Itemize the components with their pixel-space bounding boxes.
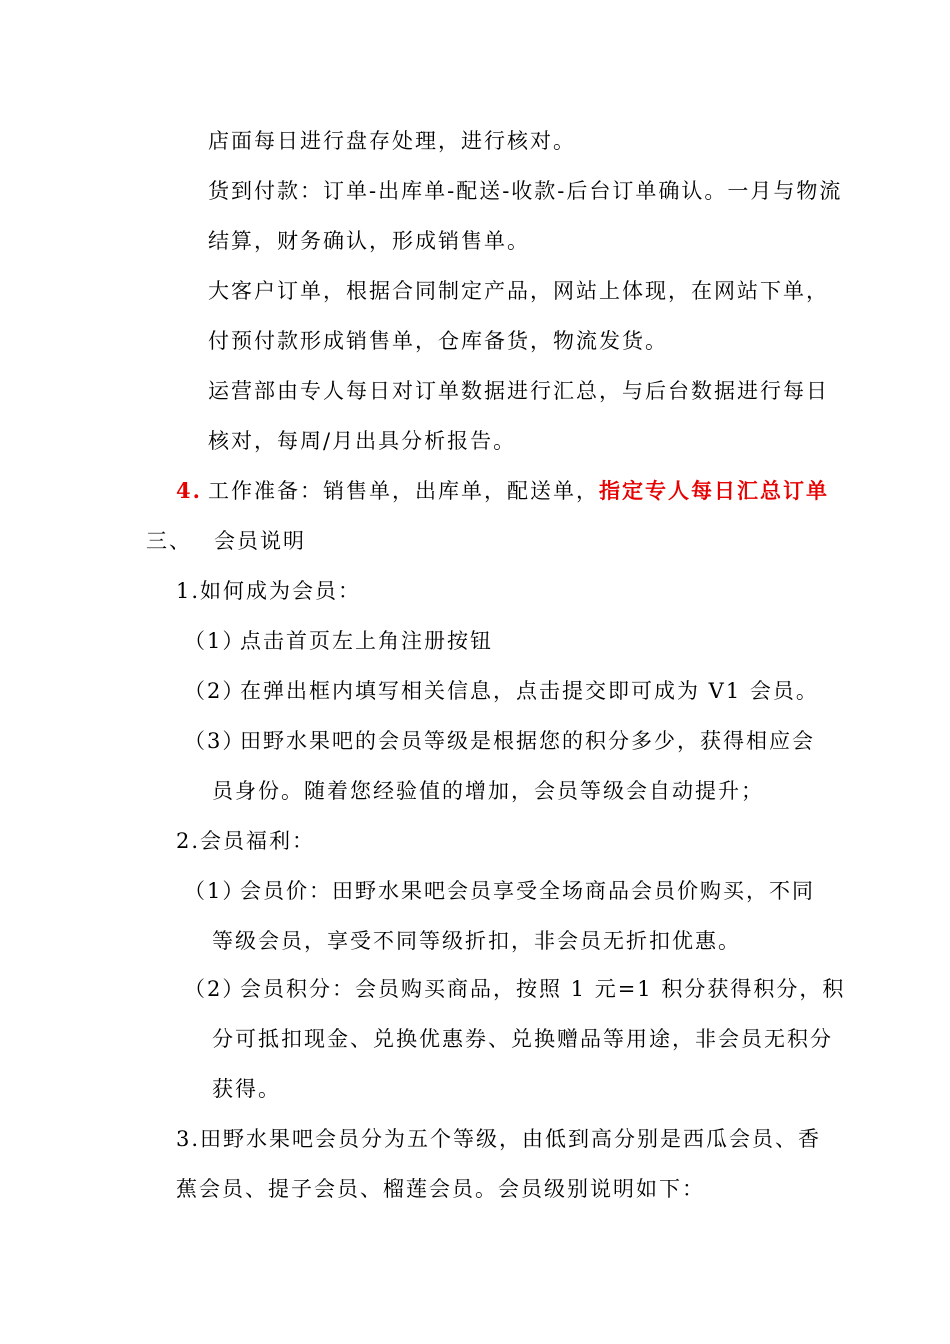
paragraph-member-levels-line2: 蕉会员、提子会员、榴莲会员。会员级别说明如下： xyxy=(176,1177,705,1201)
paragraph-cod-line2: 结算，财务确认，形成销售单。 xyxy=(208,229,530,253)
list-text: 会员价：田野水果吧会员享受全场商品会员价购买，不同 xyxy=(240,879,815,903)
paragraph-operations-line1: 运营部由专人每日对订单数据进行汇总，与后台数据进行每日 xyxy=(208,379,829,403)
list-number: （3） xyxy=(184,729,246,753)
list-item xyxy=(184,876,815,906)
paragraph-bigclient-line1: 大客户订单，根据合同制定产品，网站上体现，在网站下单， xyxy=(208,279,829,303)
item-text: 工作准备：销售单，出库单，配送单， xyxy=(208,479,599,503)
paragraph-operations-line2: 核对，每周/月出具分析报告。 xyxy=(208,429,517,453)
paragraph-member-levels-line1: 3.田野水果吧会员分为五个等级，由低到高分别是西瓜会员、香 xyxy=(176,1127,822,1151)
list-number: （2） xyxy=(184,679,246,703)
list-item xyxy=(184,726,815,756)
list-item-continuation: 分可抵扣现金、兑换优惠券、兑换赠品等用途，非会员无积分 xyxy=(212,1027,833,1051)
item-number: 4. xyxy=(176,478,202,503)
paragraph-cod-line1: 货到付款：订单-出库单-配送-收款-后台订单确认。一月与物流 xyxy=(208,179,843,203)
list-item-4 xyxy=(176,476,829,506)
list-number: （1） xyxy=(184,629,246,653)
list-item-continuation: 获得。 xyxy=(212,1077,281,1101)
section-number: 三、 xyxy=(146,529,192,553)
section-title: 会员说明 xyxy=(214,529,306,553)
paragraph-inventory: 店面每日进行盘存处理，进行核对。 xyxy=(208,129,576,153)
subheading-member-benefits: 2.会员福利： xyxy=(176,829,316,853)
list-number: （2） xyxy=(184,977,246,1001)
list-item xyxy=(184,626,493,656)
list-item-continuation: 等级会员，享受不同等级折扣，非会员无折扣优惠。 xyxy=(212,929,741,953)
list-text: 点击首页左上角注册按钮 xyxy=(240,629,493,653)
section-heading xyxy=(146,526,306,556)
item-highlight: 指定专人每日汇总订单 xyxy=(599,478,829,503)
list-item xyxy=(184,974,845,1004)
list-text: 会员积分：会员购买商品，按照 1 元=1 积分获得积分，积 xyxy=(240,977,846,1001)
list-item xyxy=(184,676,819,706)
list-text: 在弹出框内填写相关信息，点击提交即可成为 V1 会员。 xyxy=(240,679,819,703)
list-number: （1） xyxy=(184,879,246,903)
paragraph-bigclient-line2: 付预付款形成销售单，仓库备货，物流发货。 xyxy=(208,329,668,353)
subheading-become-member: 1.如何成为会员： xyxy=(176,579,362,603)
list-item-continuation: 员身份。随着您经验值的增加，会员等级会自动提升； xyxy=(212,779,764,803)
list-text: 田野水果吧的会员等级是根据您的积分多少，获得相应会 xyxy=(240,729,815,753)
